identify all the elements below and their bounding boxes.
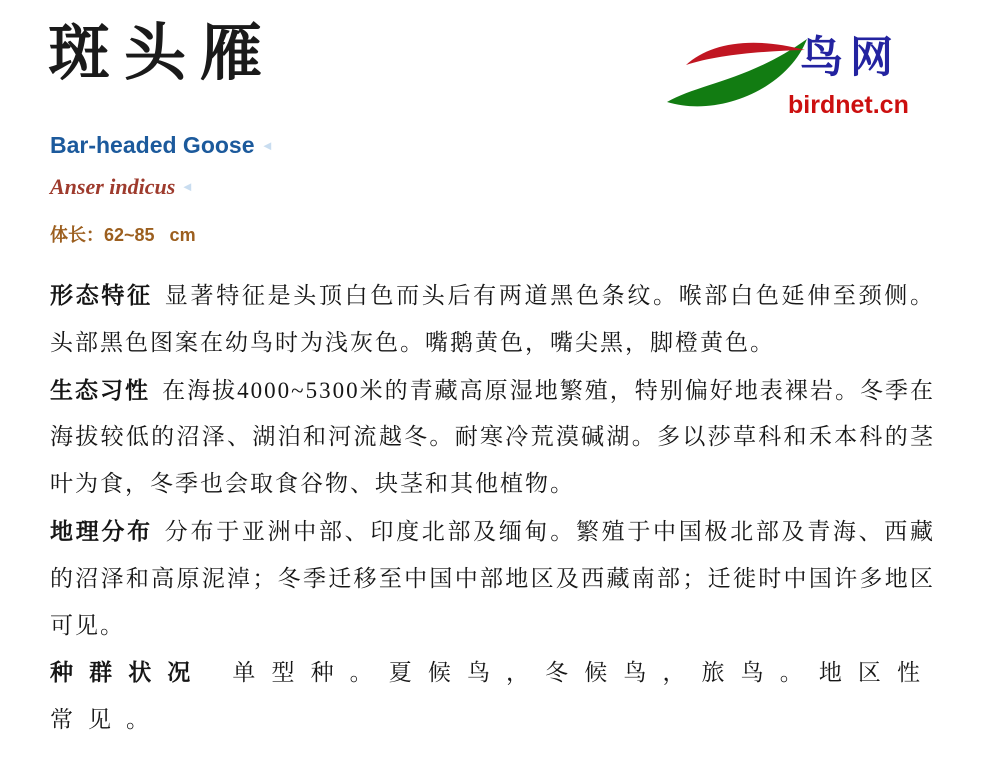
section-text: 在海拔4000~5300米的青藏高原湿地繁殖，特别偏好地表裸岩。冬季在海拔较低的沼泽、湖泊和河流越冬。耐寒冷荒漠碱湖。多以莎草科和禾本科的茎叶为食，冬季也会取食谷物、块茎和其他植物。 [50, 377, 935, 497]
section-text: 单型种。夏候鸟，冬候鸟，旅鸟。地区性常见。 [50, 660, 936, 733]
section-heading: 形态特征 [50, 282, 153, 308]
english-name-text: Bar-headed Goose [50, 132, 255, 158]
line-break-mark-icon: ◄ [260, 138, 274, 153]
section-text: 显著特征是头顶白色而头后有两道黑色条纹。喉部白色延伸至颈侧。头部黑色图案在幼鸟时为浅灰色。嘴鹅黄色，嘴尖黑，脚橙黄色。 [50, 283, 936, 355]
english-name [50, 131, 274, 160]
section-text: 分布于亚洲中部、印度北部及缅甸。繁殖于中国极北部及青海、西藏的沼泽和高原泥淖；冬季迁移至中国中部地区及西藏南部；迁徙时中国许多地区可见。 [50, 518, 936, 638]
logo-site-url: birdnet.cn [788, 91, 909, 119]
page-title: 斑头雁 [48, 19, 277, 88]
birdnet-logo [650, 10, 988, 128]
logo-site-name: 鸟网 [800, 35, 900, 82]
section-distribution [50, 508, 935, 649]
section-heading: 生态习性 [50, 376, 151, 403]
species-description [50, 272, 935, 744]
section-ecology [50, 367, 935, 508]
section-morphology [50, 272, 935, 367]
scientific-name [50, 173, 194, 201]
section-heading: 种群状况 [50, 659, 207, 686]
line-break-mark-icon: ◄ [180, 179, 194, 194]
section-population [50, 649, 935, 744]
body-length: 体长：62~85 cm [50, 225, 196, 245]
scientific-name-text: Anser indicus [50, 174, 176, 199]
section-heading: 地理分布 [50, 517, 153, 544]
